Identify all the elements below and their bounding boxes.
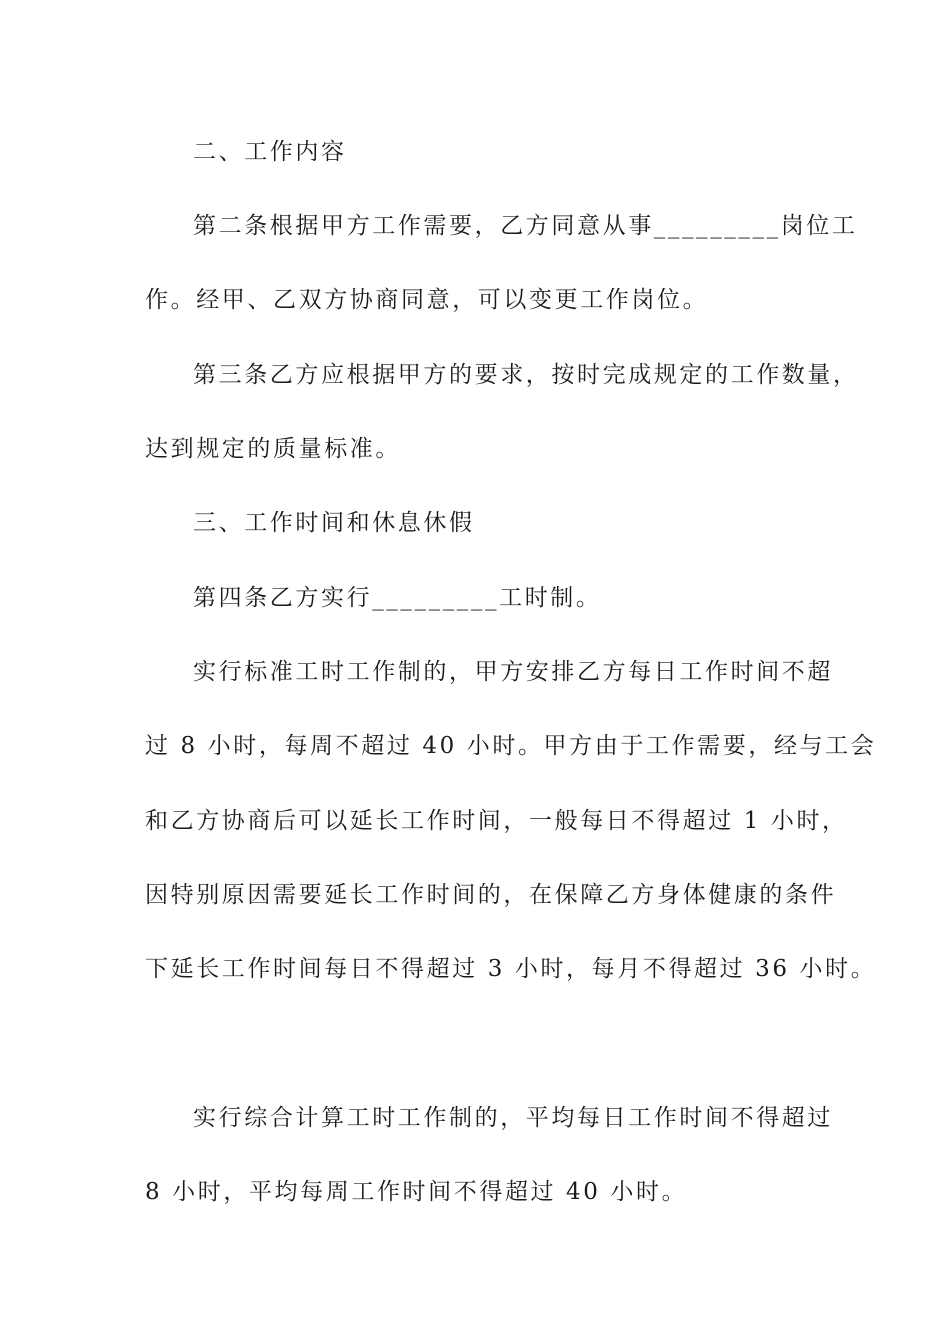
comprehensive-hours-line-2: 8 小时，平均每周工作时间不得超过 40 小时。: [145, 1179, 688, 1205]
section-heading-working-hours: 三、工作时间和休息休假: [193, 510, 475, 536]
article-3-line-2: 达到规定的质量标准。: [145, 436, 401, 462]
article-4-line-1: 第四条乙方实行_________工时制。: [193, 585, 602, 611]
article-3-line-1: 第三条乙方应根据甲方的要求，按时完成规定的工作数量，: [193, 362, 859, 388]
standard-hours-line-4: 因特别原因需要延长工作时间的，在保障乙方身体健康的条件: [145, 882, 837, 908]
article-2-line-2: 作。经甲、乙双方协商同意，可以变更工作岗位。: [145, 287, 709, 313]
section-heading-work-content: 二、工作内容: [193, 139, 347, 165]
standard-hours-line-3: 和乙方协商后可以延长工作时间，一般每日不得超过 1 小时，: [145, 808, 848, 834]
standard-hours-line-1: 实行标准工时工作制的，甲方安排乙方每日工作时间不超: [193, 659, 833, 685]
comprehensive-hours-line-1: 实行综合计算工时工作制的，平均每日工作时间不得超过: [193, 1105, 833, 1131]
standard-hours-line-5: 下延长工作时间每日不得超过 3 小时，每月不得超过 36 小时。: [145, 956, 877, 982]
standard-hours-line-2: 过 8 小时，每周不超过 40 小时。甲方由于工作需要，经与工会: [145, 733, 877, 759]
article-2-line-1: 第二条根据甲方工作需要，乙方同意从事_________岗位工: [193, 213, 858, 239]
